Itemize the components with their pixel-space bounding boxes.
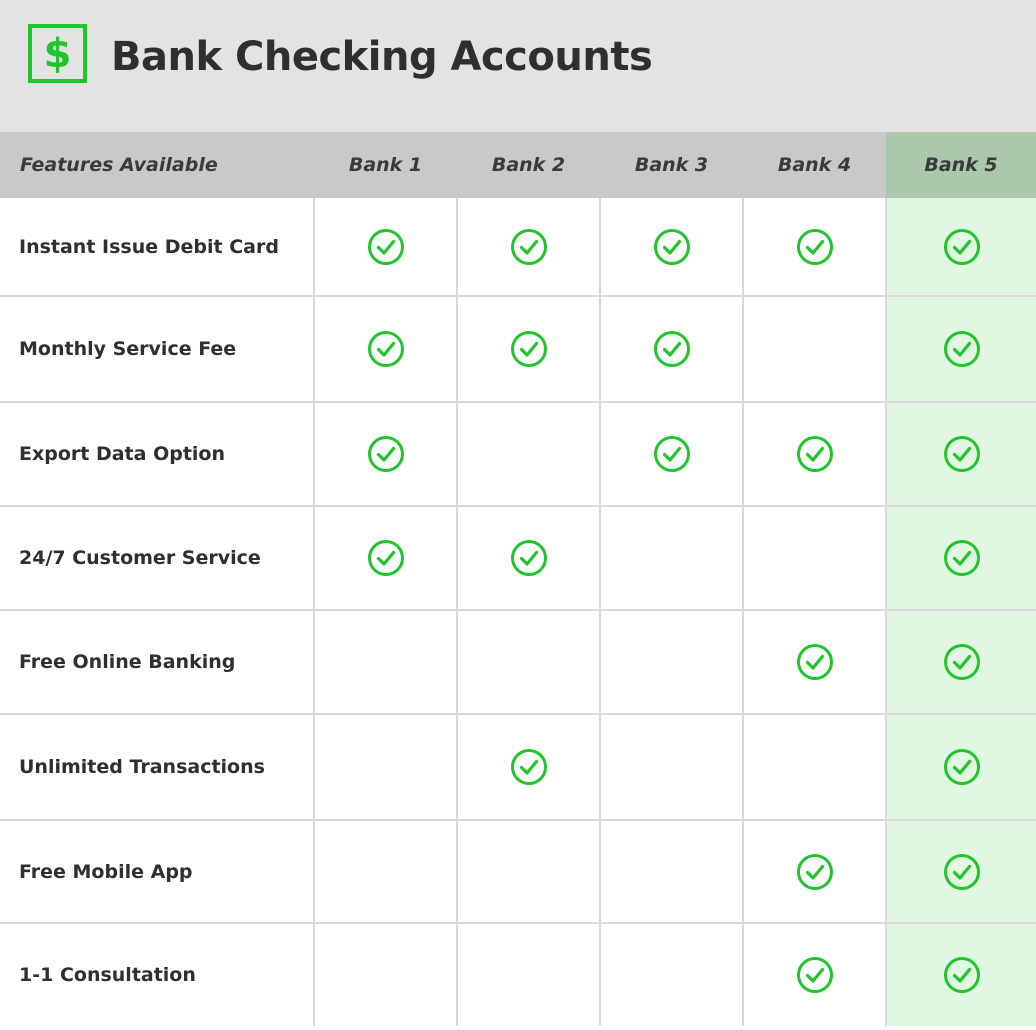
- bank-4-cell: [743, 198, 886, 296]
- check-circle-icon: [367, 539, 405, 577]
- bank-1-cell: [314, 610, 457, 714]
- check-circle-icon: [943, 539, 981, 577]
- table-row: [0, 402, 1036, 506]
- table-row: [0, 820, 1036, 923]
- bank-5-column-header: Bank 5: [886, 132, 1036, 198]
- feature-label: Unlimited Transactions: [0, 714, 314, 820]
- dollar-sign-icon: [28, 24, 87, 83]
- check-circle-icon: [653, 228, 691, 266]
- bank-4-cell: [743, 402, 886, 506]
- bank-4-cell: [743, 296, 886, 402]
- bank-5-cell: [886, 402, 1036, 506]
- table-row: [0, 610, 1036, 714]
- title-band: [0, 0, 1036, 132]
- check-circle-icon: [943, 330, 981, 368]
- bank-3-cell: [600, 198, 743, 296]
- bank-3-cell: [600, 923, 743, 1026]
- check-circle-icon: [796, 853, 834, 891]
- bank-1-cell: [314, 923, 457, 1026]
- bank-5-cell: [886, 610, 1036, 714]
- bank-2-cell: [457, 820, 600, 923]
- bank-3-column-header: Bank 3: [600, 132, 743, 198]
- bank-1-cell: [314, 714, 457, 820]
- check-circle-icon: [943, 435, 981, 473]
- bank-3-cell: [600, 402, 743, 506]
- bank-4-cell: [743, 610, 886, 714]
- logo-symbol: $: [43, 30, 72, 77]
- check-circle-icon: [796, 435, 834, 473]
- check-circle-icon: [943, 956, 981, 994]
- bank-1-cell: [314, 506, 457, 610]
- check-circle-icon: [510, 228, 548, 266]
- bank-5-cell: [886, 714, 1036, 820]
- bank-3-cell: [600, 820, 743, 923]
- check-circle-icon: [367, 330, 405, 368]
- check-circle-icon: [943, 853, 981, 891]
- bank-4-cell: [743, 923, 886, 1026]
- check-circle-icon: [943, 643, 981, 681]
- bank-2-column-header: Bank 2: [457, 132, 600, 198]
- bank-5-cell: [886, 296, 1036, 402]
- table-header-row: [0, 132, 1036, 198]
- bank-5-cell: [886, 506, 1036, 610]
- bank-2-cell: [457, 506, 600, 610]
- check-circle-icon: [510, 539, 548, 577]
- bank-5-cell: [886, 820, 1036, 923]
- feature-label: Export Data Option: [0, 402, 314, 506]
- check-circle-icon: [653, 435, 691, 473]
- page-title: Bank Checking Accounts: [111, 34, 653, 80]
- check-circle-icon: [943, 748, 981, 786]
- features-column-header: Features Available: [0, 132, 314, 198]
- feature-label: Free Mobile App: [0, 820, 314, 923]
- bank-1-cell: [314, 820, 457, 923]
- bank-1-cell: [314, 296, 457, 402]
- check-circle-icon: [796, 228, 834, 266]
- feature-label: Monthly Service Fee: [0, 296, 314, 402]
- check-circle-icon: [796, 643, 834, 681]
- check-circle-icon: [796, 956, 834, 994]
- check-circle-icon: [943, 228, 981, 266]
- bank-2-cell: [457, 198, 600, 296]
- bank-5-cell: [886, 923, 1036, 1026]
- table-row: [0, 923, 1036, 1026]
- bank-5-cell: [886, 198, 1036, 296]
- bank-4-cell: [743, 820, 886, 923]
- bank-2-cell: [457, 402, 600, 506]
- bank-1-column-header: Bank 1: [314, 132, 457, 198]
- bank-3-cell: [600, 610, 743, 714]
- feature-label: 1-1 Consultation: [0, 923, 314, 1026]
- bank-4-cell: [743, 714, 886, 820]
- bank-4-column-header: Bank 4: [743, 132, 886, 198]
- check-circle-icon: [367, 435, 405, 473]
- table-body: [0, 198, 1036, 1026]
- table-row: [0, 198, 1036, 296]
- comparison-table: [0, 132, 1036, 1026]
- bank-4-cell: [743, 506, 886, 610]
- check-circle-icon: [510, 748, 548, 786]
- table-row: [0, 506, 1036, 610]
- table-row: [0, 714, 1036, 820]
- bank-1-cell: [314, 402, 457, 506]
- check-circle-icon: [510, 330, 548, 368]
- table-row: [0, 296, 1036, 402]
- bank-1-cell: [314, 198, 457, 296]
- bank-3-cell: [600, 296, 743, 402]
- bank-2-cell: [457, 296, 600, 402]
- feature-label: Instant Issue Debit Card: [0, 198, 314, 296]
- check-circle-icon: [653, 330, 691, 368]
- bank-3-cell: [600, 506, 743, 610]
- bank-2-cell: [457, 923, 600, 1026]
- bank-2-cell: [457, 714, 600, 820]
- bank-3-cell: [600, 714, 743, 820]
- bank-2-cell: [457, 610, 600, 714]
- feature-label: Free Online Banking: [0, 610, 314, 714]
- check-circle-icon: [367, 228, 405, 266]
- feature-label: 24/7 Customer Service: [0, 506, 314, 610]
